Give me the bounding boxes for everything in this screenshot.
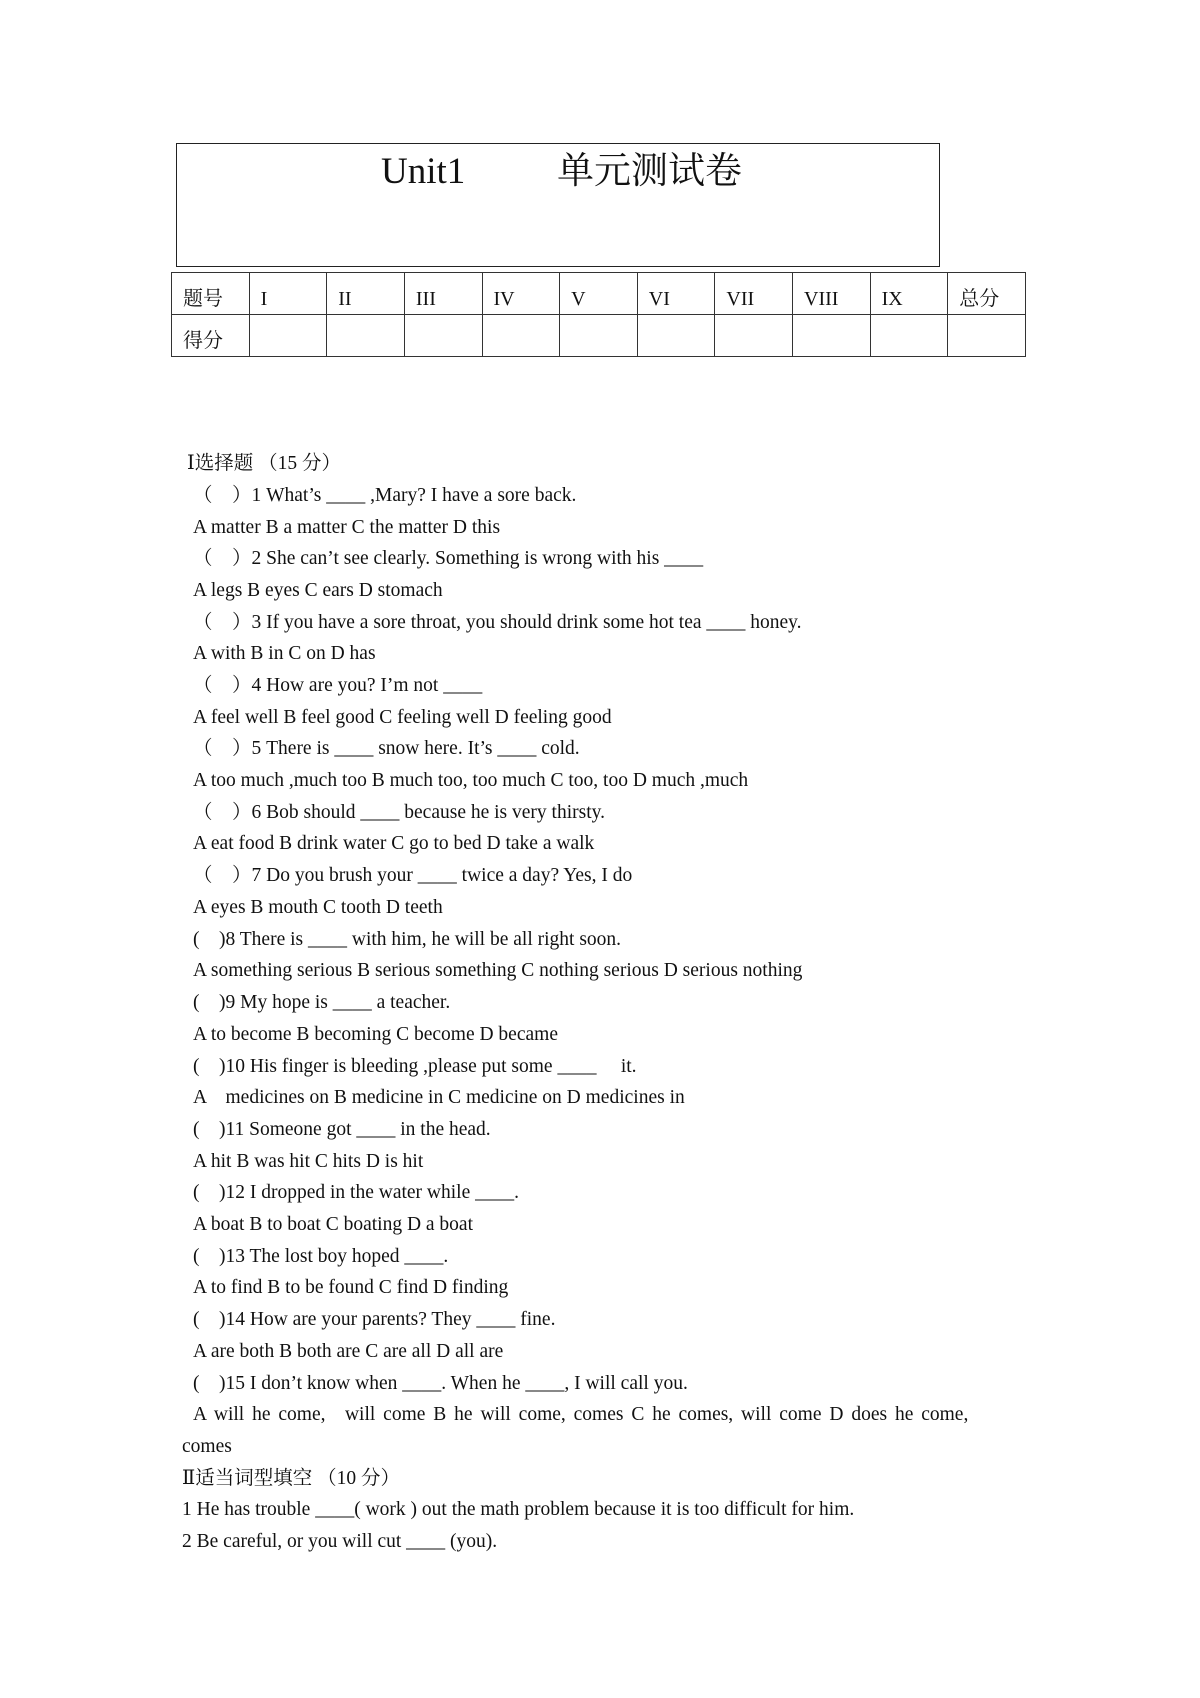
score-cell-1[interactable]: [249, 315, 327, 357]
options-15: A will he come, will come B he will come, comes C he comes, will come D does he come,: [193, 1404, 969, 1425]
question-1: （ ）1 What’s ____ ,Mary? I have a sore back.: [193, 485, 577, 506]
score-cell-2[interactable]: [327, 315, 405, 357]
score-cell-total[interactable]: [948, 315, 1026, 357]
section1-heading: Ⅰ选择题 （15 分）: [187, 453, 341, 474]
options-15-continued: comes: [182, 1436, 232, 1457]
question-13: ( )13 The lost boy hoped ____.: [193, 1246, 449, 1267]
score-table: [171, 272, 1026, 357]
options-7: A eyes B mouth C tooth D teeth: [193, 897, 443, 918]
score-header-cell: 总分: [948, 273, 1026, 315]
question-11: ( )11 Someone got ____ in the head.: [193, 1119, 491, 1140]
score-header-cell: I: [249, 273, 327, 315]
question-7: （ ）7 Do you brush your ____ twice a day? Yes, I do: [193, 865, 633, 886]
options-5: A too much ,much too B much too, too much C too, too D much ,much: [193, 770, 749, 791]
options-14: A are both B both are C are all D all are: [193, 1341, 504, 1362]
score-cell-5[interactable]: [560, 315, 638, 357]
score-table-score-row: [172, 315, 1026, 357]
question-12: ( )12 I dropped in the water while ____.: [193, 1182, 519, 1203]
score-cell-9[interactable]: [870, 315, 948, 357]
score-header-cell: V: [560, 273, 638, 315]
score-header-cell: VI: [637, 273, 715, 315]
question-5: （ ）5 There is ____ snow here. It’s ____ cold.: [193, 738, 580, 759]
question-10: ( )10 His finger is bleeding ,please put some ____ it.: [193, 1056, 637, 1077]
score-row-label: 得分: [172, 315, 250, 357]
score-header-cell: IV: [482, 273, 560, 315]
options-4: A feel well B feel good C feeling well D feeling good: [193, 707, 612, 728]
question-8: ( )8 There is ____ with him, he will be all right soon.: [193, 929, 622, 950]
options-11: A hit B was hit C hits D is hit: [193, 1151, 424, 1172]
options-6: A eat food B drink water C go to bed D take a walk: [193, 833, 595, 854]
score-table-header-row: [172, 273, 1026, 315]
section2-question-1: 1 He has trouble ____( work ) out the math problem because it is too difficult for him.: [182, 1499, 855, 1520]
score-cell-4[interactable]: [482, 315, 560, 357]
title-box: [176, 143, 940, 267]
score-cell-8[interactable]: [793, 315, 871, 357]
options-12: A boat B to boat C boating D a boat: [193, 1214, 474, 1235]
title-chinese: 单元测试卷: [557, 151, 742, 192]
title-unit: Unit1: [381, 151, 466, 192]
score-header-cell: III: [404, 273, 482, 315]
score-header-cell: VIII: [793, 273, 871, 315]
section2-heading: Ⅱ适当词型填空 （10 分）: [182, 1468, 401, 1489]
options-3: A with B in C on D has: [193, 643, 376, 664]
options-10: A medicines on B medicine in C medicine on D medicines in: [193, 1087, 685, 1108]
options-13: A to find B to be found C find D finding: [193, 1277, 509, 1298]
score-header-cell: IX: [870, 273, 948, 315]
options-9: A to become B becoming C become D became: [193, 1024, 558, 1045]
score-header-cell: II: [327, 273, 405, 315]
question-3: （ ）3 If you have a sore throat, you should drink some hot tea ____ honey.: [193, 612, 802, 633]
question-6: （ ）6 Bob should ____ because he is very thirsty.: [193, 802, 605, 823]
options-1: A matter B a matter C the matter D this: [193, 517, 501, 538]
question-4: （ ）4 How are you? I’m not ____: [193, 675, 483, 696]
section2-question-2: 2 Be careful, or you will cut ____ (you).: [182, 1531, 498, 1552]
score-header-cell: VII: [715, 273, 793, 315]
score-cell-6[interactable]: [637, 315, 715, 357]
score-header-cell: 题号: [172, 273, 250, 315]
options-2: A legs B eyes C ears D stomach: [193, 580, 443, 601]
options-8: A something serious B serious something C nothing serious D serious nothing: [193, 960, 803, 981]
question-9: ( )9 My hope is ____ a teacher.: [193, 992, 451, 1013]
question-14: ( )14 How are your parents? They ____ fine.: [193, 1309, 556, 1330]
question-2: （ ）2 She can’t see clearly. Something is wrong with his ____: [193, 548, 704, 569]
score-cell-3[interactable]: [404, 315, 482, 357]
score-cell-7[interactable]: [715, 315, 793, 357]
question-15: ( )15 I don’t know when ____. When he ____, I will call you.: [193, 1373, 688, 1394]
